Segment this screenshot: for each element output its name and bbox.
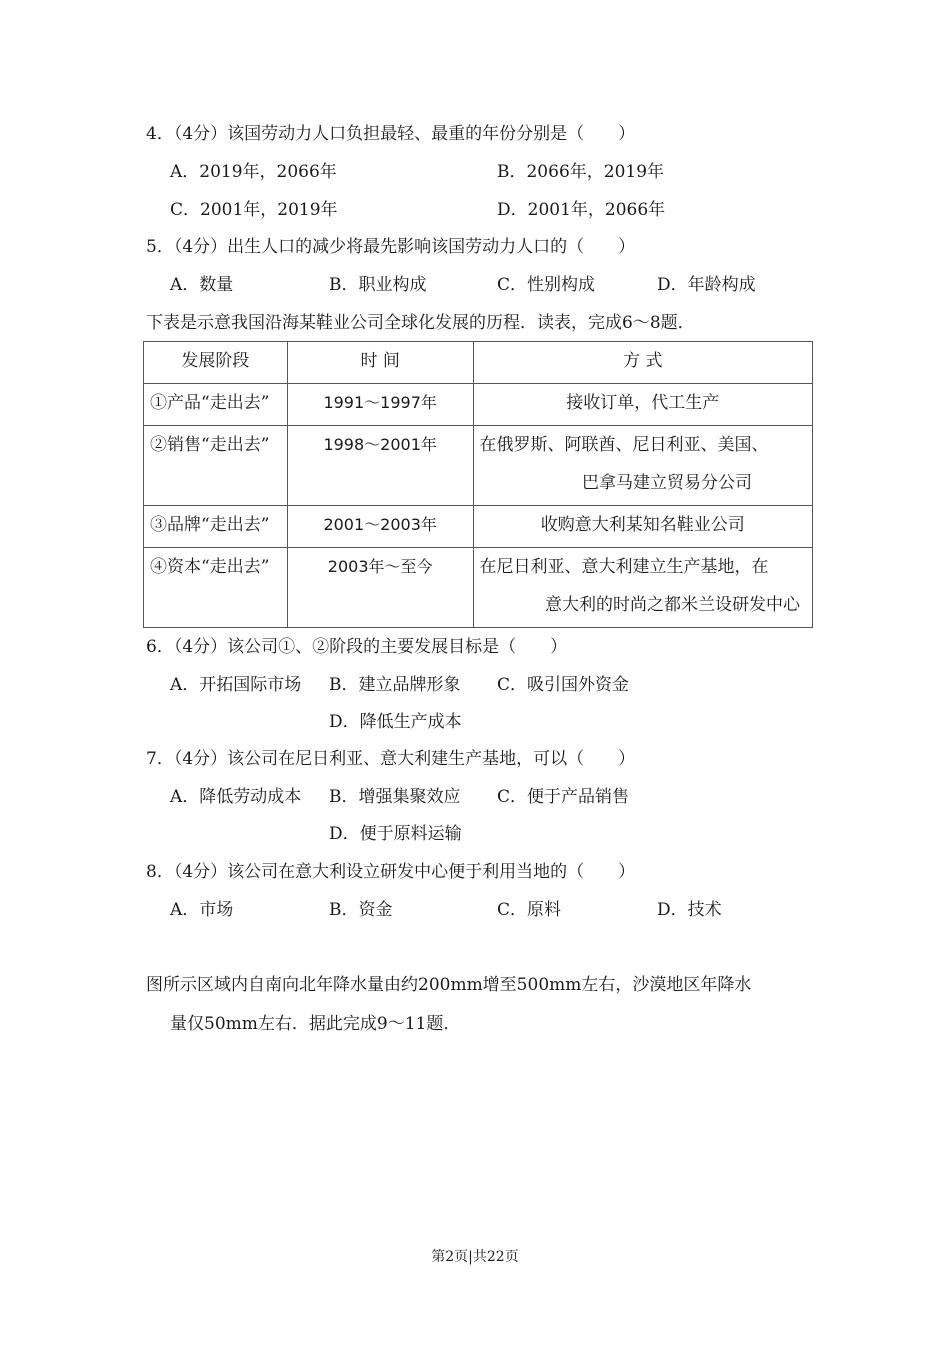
- row-method-line: 巴拿马建立贸易分公司: [582, 473, 752, 493]
- row-method-line: 在尼日利亚、意大利建立生产基地，在: [479, 557, 769, 577]
- q6-option-b: B．建立品牌形象: [329, 675, 461, 695]
- q8-option-c: C．原料: [497, 900, 562, 920]
- q4-option-c: C．2001年，2019年: [170, 200, 338, 220]
- q6-option-a: A．开拓国际市场: [170, 675, 302, 695]
- passage-line-1: 图所示区域内自南向北年降水量由约200mm增至500mm左右，沙漠地区年降水: [146, 975, 752, 995]
- page-footer: 第2页|共22页: [431, 1249, 519, 1265]
- row-time: 1998～2001年: [287, 426, 473, 506]
- header-time: 时 间: [287, 342, 473, 384]
- table-row: [144, 384, 813, 426]
- q8-option-a: A．市场: [170, 900, 234, 920]
- q4-stem: 4．（4分）该国劳动力人口负担最轻、最重的年份分别是（ ）: [146, 124, 636, 144]
- row-stage: ①产品“走出去”: [144, 384, 288, 426]
- row-method: 收购意大利某知名鞋业公司: [473, 506, 812, 548]
- q5-stem: 5．（4分）出生人口的减少将最先影响该国劳动力人口的（ ）: [146, 237, 636, 257]
- q5-option-b: B．职业构成: [329, 275, 427, 295]
- table-header-row: [144, 342, 813, 384]
- row-time: 2003年～至今: [287, 548, 473, 628]
- header-stage: 发展阶段: [144, 342, 288, 384]
- row-method: 接收订单，代工生产: [473, 384, 812, 426]
- q4-option-d: D．2001年，2066年: [497, 200, 666, 220]
- q7-option-b: B．增强集聚效应: [329, 787, 461, 807]
- row-time: 1991～1997年: [287, 384, 473, 426]
- q7-option-c: C．便于产品销售: [497, 787, 630, 807]
- q8-option-b: B．资金: [329, 900, 393, 920]
- row-method-line: 意大利的时尚之都米兰设研发中心: [545, 595, 800, 615]
- q7-stem: 7．（4分）该公司在尼日利亚、意大利建生产基地，可以（ ）: [146, 749, 636, 769]
- row-stage: ④资本“走出去”: [144, 548, 288, 628]
- row-method: [473, 548, 812, 628]
- row-stage: ③品牌“走出去”: [144, 506, 288, 548]
- q8-option-d: D．技术: [657, 900, 722, 920]
- q6-stem: 6．（4分）该公司①、②阶段的主要发展目标是（ ）: [146, 637, 568, 657]
- row-method-line: 在俄罗斯、阿联酋、尼日利亚、美国、: [479, 435, 769, 455]
- q5-option-a: A．数量: [170, 275, 234, 295]
- q6-option-c: C．吸引国外资金: [497, 675, 630, 695]
- row-method: [473, 426, 812, 506]
- passage-line-2: 量仅50mm左右．据此完成9～11题．: [170, 1014, 461, 1034]
- table-row: [144, 548, 813, 628]
- q4-option-a: A．2019年，2066年: [170, 162, 337, 182]
- q6-option-d: D．降低生产成本: [329, 712, 462, 732]
- q7-option-d: D．便于原料运输: [329, 824, 462, 844]
- q8-stem: 8．（4分）该公司在意大利设立研发中心便于利用当地的（ ）: [146, 862, 636, 882]
- development-table: [143, 341, 813, 628]
- header-method: 方 式: [473, 342, 812, 384]
- q5-option-d: D．年龄构成: [657, 275, 756, 295]
- q4-option-b: B．2066年，2019年: [497, 162, 665, 182]
- q5-option-c: C．性别构成: [497, 275, 596, 295]
- row-stage: ②销售“走出去”: [144, 426, 288, 506]
- row-time: 2001～2003年: [287, 506, 473, 548]
- table-row: [144, 506, 813, 548]
- table-intro: 下表是示意我国沿海某鞋业公司全球化发展的历程．读表，完成6～8题．: [146, 313, 695, 333]
- table-row: [144, 426, 813, 506]
- q7-option-a: A．降低劳动成本: [170, 787, 302, 807]
